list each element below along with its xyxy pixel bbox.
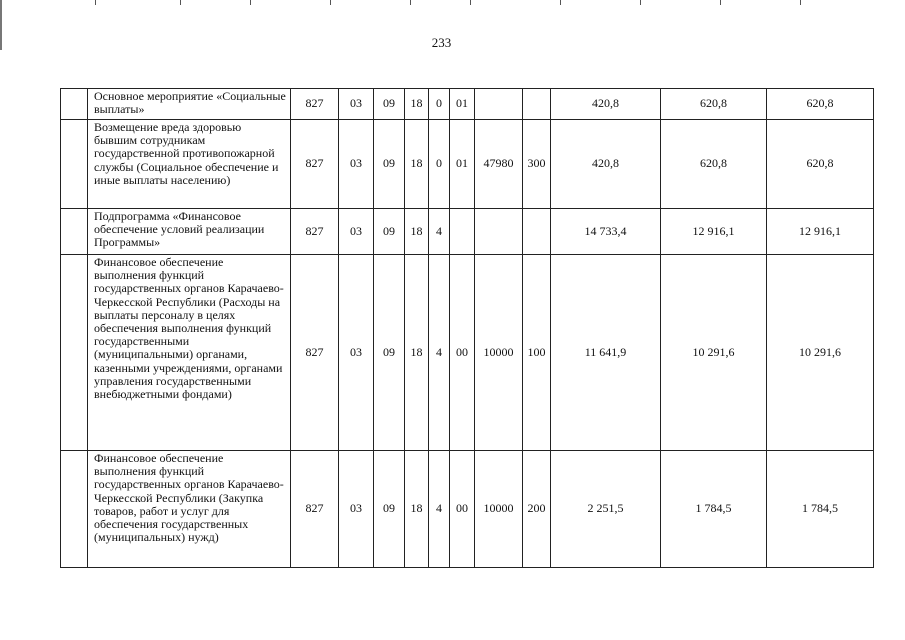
ministry-code-cell: 827 [291,451,339,568]
section-code-cell: 03 [339,89,374,120]
section-code-cell: 03 [339,120,374,209]
item-name-cell: Подпрограмма «Финансовое обеспечение условий реализации Программы» [88,209,291,255]
item-name-cell: Основное мероприятие «Социальные выплаты» [88,89,291,120]
program-code-cell: 18 [405,255,429,451]
amount-year-2-cell: 1 784,5 [661,451,767,568]
section-code-cell: 03 [339,451,374,568]
ministry-code-cell: 827 [291,209,339,255]
section-code-cell: 03 [339,209,374,255]
program-code-cell: 18 [405,120,429,209]
scan-top-edge [0,0,905,6]
ministry-code-cell: 827 [291,89,339,120]
section-code-cell: 03 [339,255,374,451]
program-code-cell: 18 [405,89,429,120]
direction-code-cell: 47980 [475,120,523,209]
expense-type-cell: 200 [523,451,551,568]
program-code-cell: 18 [405,451,429,568]
table-row [61,255,874,451]
subprogram-code-cell: 0 [429,89,450,120]
subprogram-code-cell: 4 [429,209,450,255]
subsection-code-cell: 09 [374,451,405,568]
amount-year-1-cell: 420,8 [551,120,661,209]
table-row [61,89,874,120]
row-margin-cell [61,209,88,255]
item-name-cell: Финансовое обеспечение выполнения функций государственных органов Карачаево-Черкесской Республики (Закупка товаров, работ и услуг для обеспечения государственных (муниципальных) нужд) [88,451,291,568]
page-number: 233 [431,35,452,50]
program-code-cell: 18 [405,209,429,255]
subprogram-code-cell: 4 [429,255,450,451]
amount-year-3-cell: 12 916,1 [767,209,874,255]
budget-table-body [61,89,874,568]
row-margin-cell [61,255,88,451]
direction-code-cell: 10000 [475,451,523,568]
expense-type-cell: 100 [523,255,551,451]
amount-year-3-cell: 1 784,5 [767,451,874,568]
table-row [61,209,874,255]
expense-type-cell [523,209,551,255]
subsection-code-cell: 09 [374,209,405,255]
direction-code-cell [475,209,523,255]
row-margin-cell [61,451,88,568]
amount-year-1-cell: 11 641,9 [551,255,661,451]
subsection-code-cell: 09 [374,255,405,451]
amount-year-2-cell: 12 916,1 [661,209,767,255]
expense-type-cell [523,89,551,120]
ministry-code-cell: 827 [291,120,339,209]
event-code-cell: 00 [450,255,475,451]
event-code-cell: 00 [450,451,475,568]
amount-year-2-cell: 620,8 [661,120,767,209]
subsection-code-cell: 09 [374,89,405,120]
item-name-cell: Возмещение вреда здоровью бывшим сотрудникам государственной противопожарной службы (Социальное обеспечение и иные выплаты населению) [88,120,291,209]
budget-table [60,88,874,568]
row-margin-cell [61,89,88,120]
subprogram-code-cell: 0 [429,120,450,209]
direction-code-cell: 10000 [475,255,523,451]
ministry-code-cell: 827 [291,255,339,451]
event-code-cell: 01 [450,89,475,120]
amount-year-3-cell: 10 291,6 [767,255,874,451]
amount-year-1-cell: 420,8 [551,89,661,120]
subsection-code-cell: 09 [374,120,405,209]
amount-year-3-cell: 620,8 [767,89,874,120]
amount-year-3-cell: 620,8 [767,120,874,209]
amount-year-1-cell: 2 251,5 [551,451,661,568]
direction-code-cell [475,89,523,120]
budget-table-container [60,88,873,568]
subprogram-code-cell: 4 [429,451,450,568]
amount-year-2-cell: 620,8 [661,89,767,120]
amount-year-2-cell: 10 291,6 [661,255,767,451]
event-code-cell [450,209,475,255]
amount-year-1-cell: 14 733,4 [551,209,661,255]
expense-type-cell: 300 [523,120,551,209]
table-row [61,451,874,568]
table-row [61,120,874,209]
event-code-cell: 01 [450,120,475,209]
item-name-cell: Финансовое обеспечение выполнения функций государственных органов Карачаево-Черкесской Республики (Расходы на выплаты персоналу в целях обеспечения выполнения функций государственными (муниципальными) органами, казенными учреждениями, органами управления государственными внебюджетными фондами) [88,255,291,451]
row-margin-cell [61,120,88,209]
